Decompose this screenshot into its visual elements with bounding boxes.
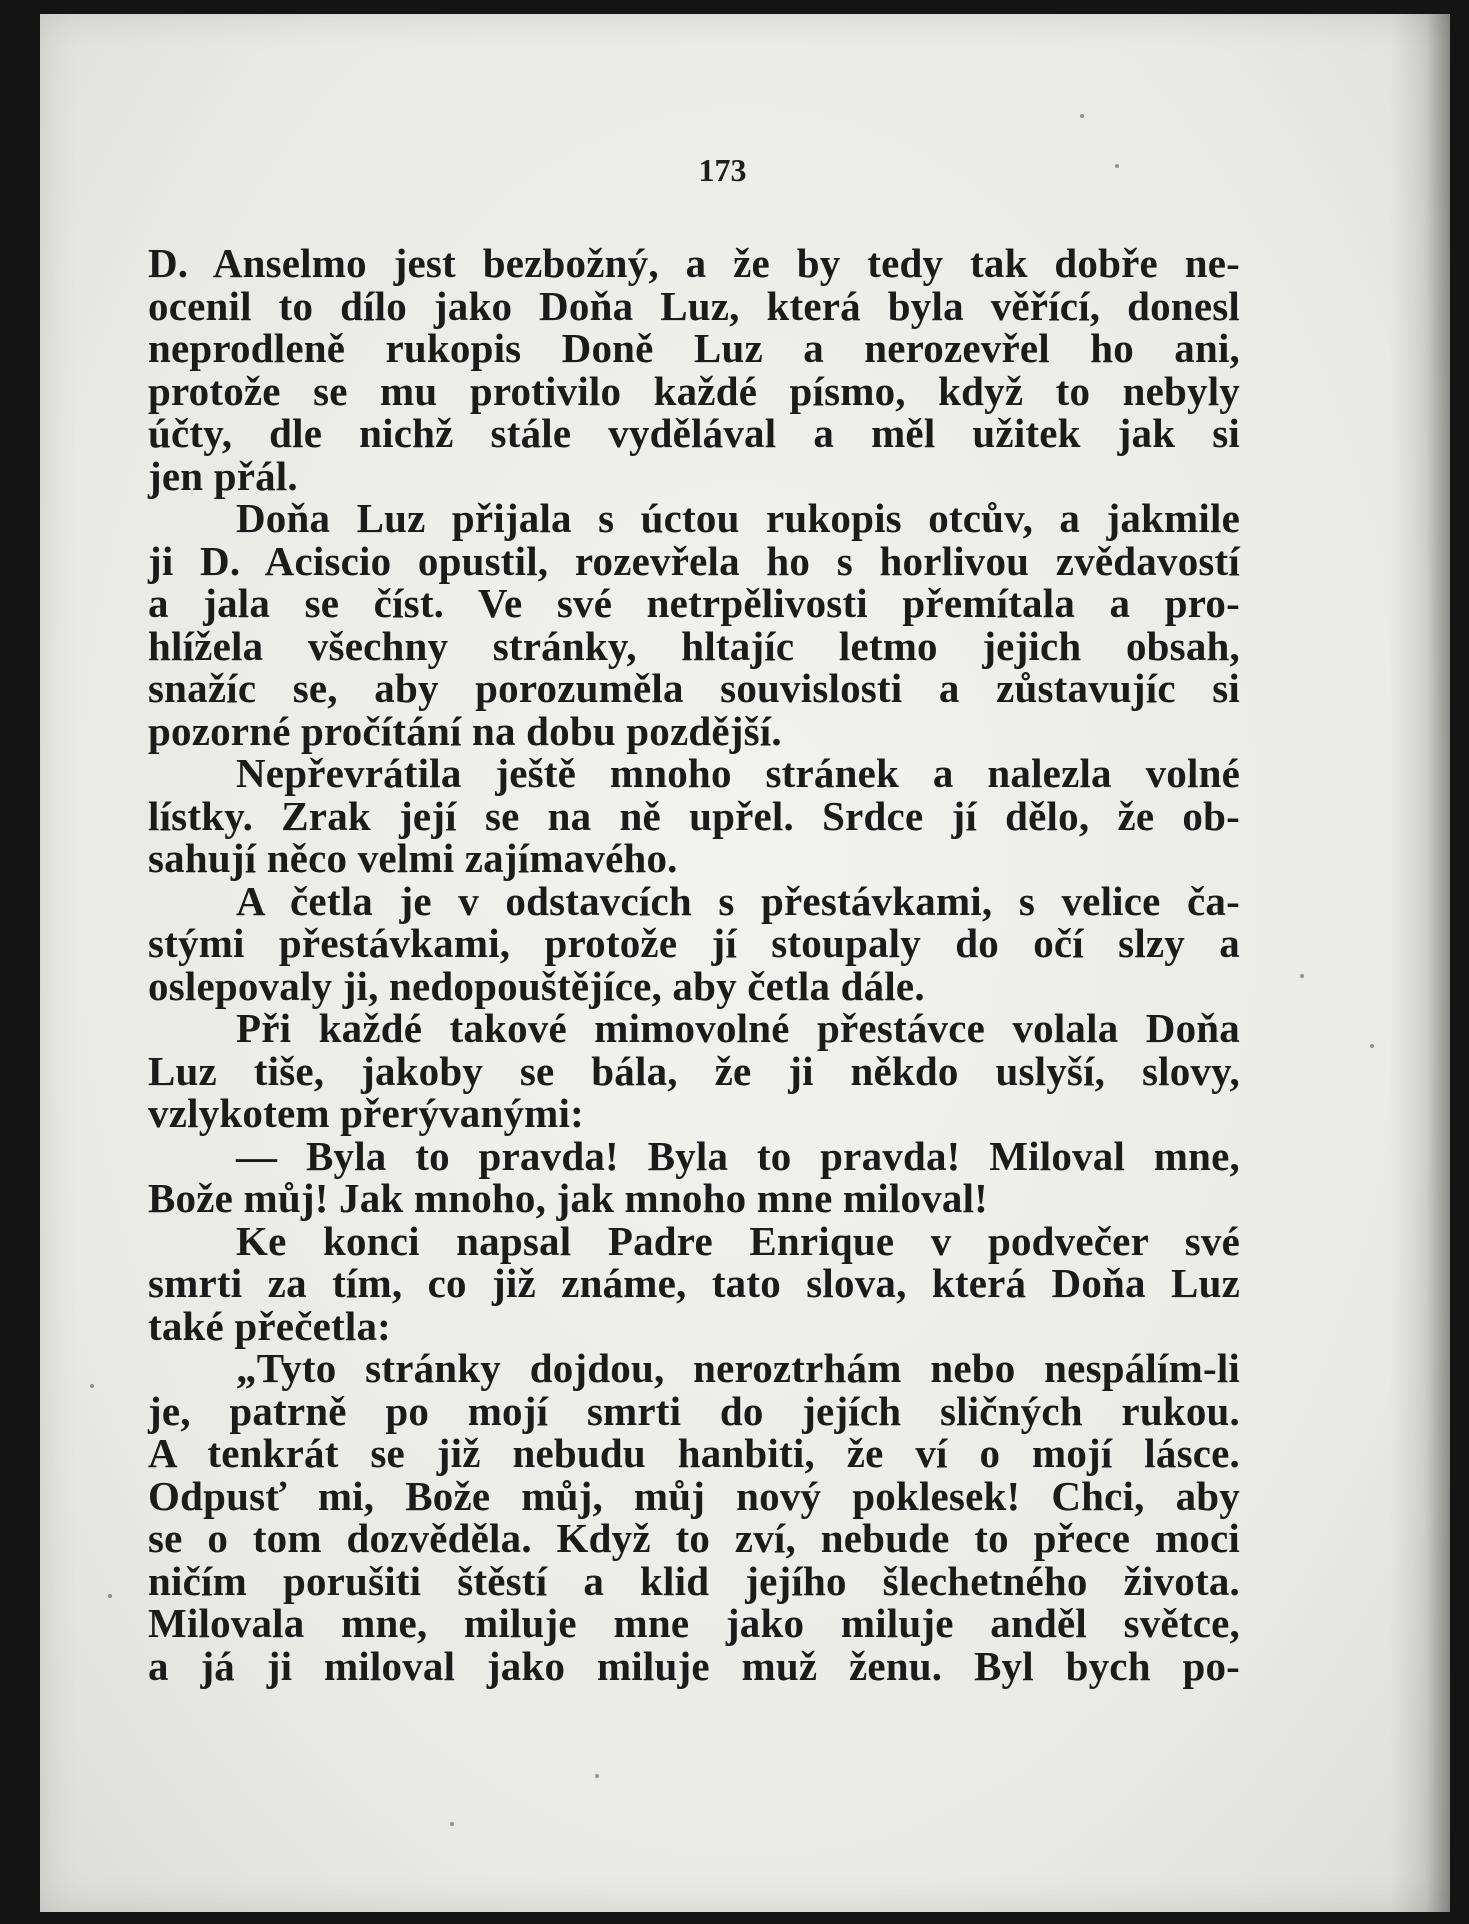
text-line: ji D. Aciscio opustil, rozevřela ho s horlivou zvědavostí	[148, 537, 1240, 584]
text-line: ničím porušiti štěstí a klid jejího šlechetného života.	[148, 1557, 1240, 1604]
text-line: stými přestávkami, protože jí stoupaly do očí slzy a	[148, 920, 1240, 966]
book-page	[40, 14, 1450, 1912]
text-line: sahují něco velmi zajímavého.	[148, 835, 678, 881]
text-line: Při každé takové mimovolné přestávce volala Doňa	[236, 1005, 1240, 1051]
scan-speck	[595, 1774, 599, 1778]
body-text	[148, 242, 1240, 1687]
page-number: 173	[698, 152, 747, 188]
text-line: D. Anselmo jest bezbožný, a že by tedy tak dobře ne-	[148, 240, 1240, 286]
text-line: Nepřevrátila ještě mnoho stránek a nalezla volné	[236, 750, 1240, 796]
text-line: ocenil to dílo jako Doňa Luz, která byla věřící, donesl	[148, 282, 1240, 329]
text-line: hlížela všechny stránky, hltajíc letmo jejich obsah,	[148, 622, 1240, 669]
text-line: — Byla to pravda! Byla to pravda! Miloval mne,	[236, 1132, 1240, 1179]
scan-speck	[108, 1594, 112, 1598]
text-line: „Tyto stránky dojdou, neroztrhám nebo nespálím-li	[236, 1345, 1240, 1391]
page-gutter-shadow	[1390, 14, 1450, 1912]
text-line: také přečetla:	[148, 1302, 391, 1349]
text-line: Milovala mne, miluje mne jako miluje anděl světce,	[148, 1600, 1240, 1646]
text-line: lístky. Zrak její se na ně upřel. Srdce jí dělo, že ob-	[148, 792, 1240, 839]
text-line: je, patrně po mojí smrti do jejích sličných rukou.	[148, 1387, 1240, 1434]
scan-speck	[1300, 974, 1304, 978]
scan-speck	[90, 1384, 94, 1388]
text-line: Bože můj! Jak mnoho, jak mnoho mne miloval!	[148, 1175, 989, 1221]
text-line: a jala se číst. Ve své netrpělivosti přemítala a pro-	[148, 580, 1240, 626]
text-line: smrti za tím, co již známe, tato slova, která Doňa Luz	[148, 1260, 1240, 1306]
text-line: vzlykotem přerývanými:	[148, 1090, 584, 1136]
text-line: protože se mu protivilo každé písmo, když to nebyly	[148, 367, 1240, 414]
text-line: Odpusť mi, Bože můj, můj nový poklesek! Chci, aby	[148, 1472, 1240, 1519]
text-line: Ke konci napsal Padre Enrique v podvečer své	[236, 1217, 1240, 1264]
text-line: účty, dle nichž stále vydělával a měl užitek jak si	[148, 410, 1240, 456]
text-line: A četla je v odstavcích s přestávkami, s velice ča-	[236, 877, 1240, 924]
text-line: snažíc se, aby porozuměla souvislosti a zůstavujíc si	[148, 665, 1240, 711]
text-line: a já ji miloval jako miluje muž ženu. Byl bych po-	[148, 1642, 1240, 1689]
text-line: neprodleně rukopis Doně Luz a nerozevřel ho ani,	[148, 325, 1240, 371]
text-line: Luz tiše, jakoby se bála, že ji někdo uslyší, slovy,	[148, 1047, 1240, 1094]
text-line: oslepovaly ji, nedopouštějíce, aby četla dále.	[148, 962, 925, 1009]
scan-speck	[1370, 1044, 1374, 1048]
scan-speck	[1080, 114, 1084, 118]
text-line: se o tom dozvěděla. Když to zví, nebude to přece moci	[148, 1515, 1240, 1561]
scan-speck	[450, 1822, 454, 1826]
scan-speck	[1115, 164, 1119, 168]
text-line: Doňa Luz přijala s úctou rukopis otcův, a jakmile	[236, 495, 1240, 541]
text-line: A tenkrát se již nebudu hanbiti, že ví o mojí lásce.	[148, 1430, 1240, 1476]
text-line: pozorné pročítání na dobu pozdější.	[148, 707, 782, 754]
text-line: jen přál.	[148, 452, 298, 499]
